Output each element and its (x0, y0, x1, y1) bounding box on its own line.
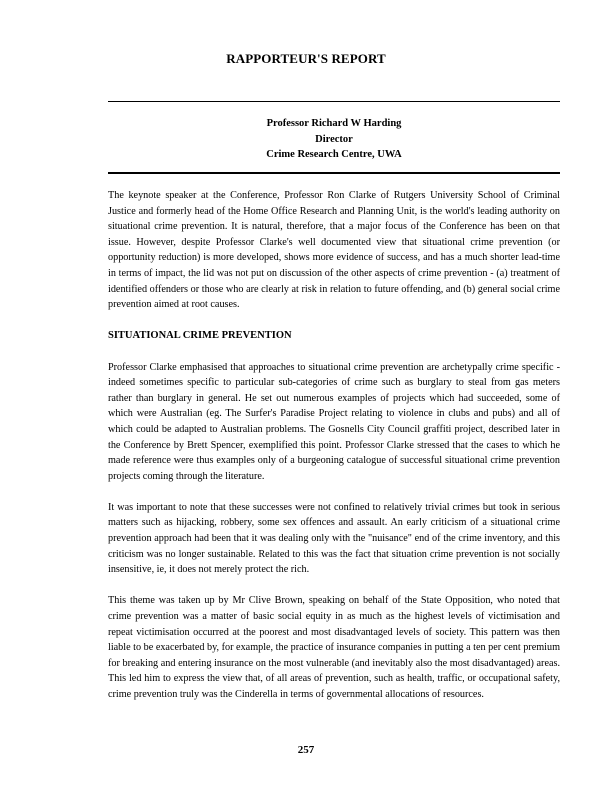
author-role: Director (315, 133, 353, 145)
intro-paragraph: The keynote speaker at the Conference, Professor Ron Clarke of Rutgers University School of Criminal Justice and formerly head of the Home Office Research and Planning Unit, is the world's leading authority on situational crime prevention. It is natural, therefore, that a major focus of the Conference has been on that issue. However, despite Professor Clarke's well documented view that situational crime prevention (or opportunity reduction) is more developed, shows more evidence of success, and has a much shorter lead-time in terms of impact, the lid was not put on discussion of the other aspects of crime prevention - (a) treatment of identified offenders or those who are clearly at risk in relation to future offending, and (b) general social crime prevention aimed at root causes. (108, 190, 560, 311)
page-title: RAPPORTEUR'S REPORT (226, 51, 386, 66)
page-number: 257 (297, 744, 315, 756)
author-affiliation: Crime Research Centre, UWA (266, 149, 402, 160)
section-heading: SITUATIONAL CRIME PREVENTION (108, 330, 292, 342)
author-block (108, 116, 560, 163)
body-text (108, 188, 560, 718)
section-paragraph: This theme was taken up by Mr Clive Brown, speaking on behalf of the State Opposition, who noted that crime prevention was a matter of basic social equity in as much as the highest levels of victimisation and repeat victimisation occurred at the poorest and most disadvantaged levels of society. This pattern was then liable to be exacerbated by, for example, the practice of insurance companies in putting a ten per cent premium for breaking and entering insurance on the most vulnerable (and inevitably also the most disadvantaged) areas. This led him to express the view that, of all areas of prevention, such as health, traffic, or occupational safety, crime prevention truly was the Cinderella in terms of governmental allocations of resources. (108, 595, 560, 700)
author-name: Professor Richard W Harding (266, 118, 402, 129)
bottom-divider (108, 172, 560, 174)
section-paragraph: It was important to note that these successes were not confined to relatively trivial crimes but took in serious matters such as hijacking, robbery, some sex offences and assault. An early criticism of a situational crime prevention approach had been that it was dealing only with the "nuisance" end of the crime inventory, and this criticism was no longer sustainable. Related to this was the fact that situation crime prevention is not socially insensitive, ie, it does not merely protect the rich. (108, 501, 560, 576)
section-paragraph: Professor Clarke emphasised that approaches to situational crime prevention are archetypally crime specific - indeed sometimes specific to particular sub-categories of crime such as burglary to steal from gas meters rather than burglary in general. He set out numerous examples of projects which had succeeded, some of which were Australian (eg. The Surfer's Paradise Project relating to violence in clubs and pubs) and all of which could be adapted to Australian problems. The Gosnells City Council graffiti project, described later in the Conference by Brett Spencer, exemplified this point. Professor Clarke stressed that the cases to which he made reference were thus examples only of a burgeoning catalogue of successful situational crime prevention projects coming through the literature. (108, 361, 560, 482)
top-divider (108, 101, 560, 102)
